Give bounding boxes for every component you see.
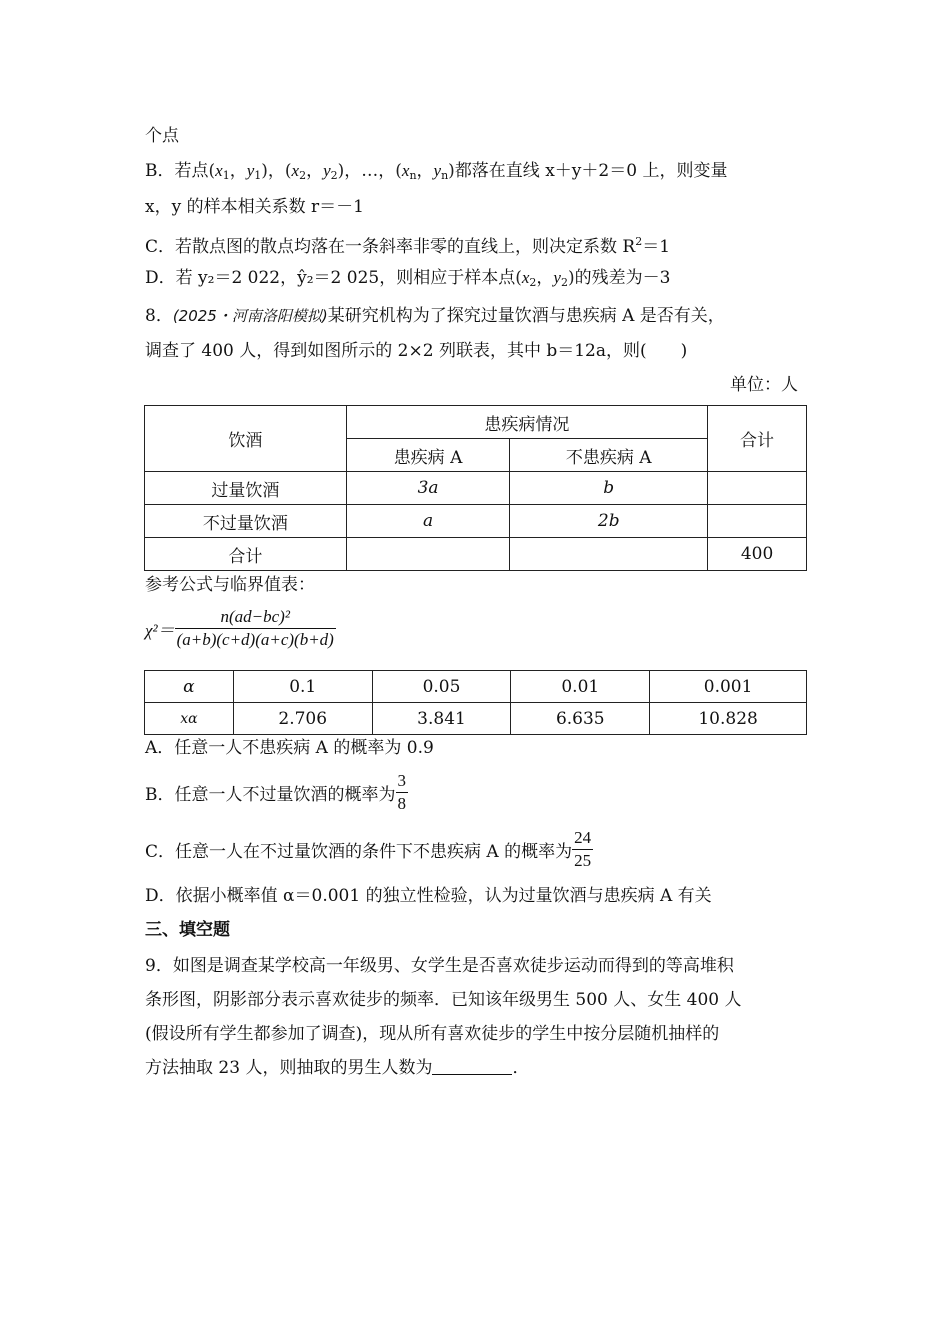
option-c-text: C．任意一人在不过量饮酒的条件下不患疾病 A 的概率为: [145, 842, 573, 862]
chi-square-formula: [145, 606, 336, 651]
option-b-line2: x，y 的样本相关系数 r＝－1: [145, 197, 364, 217]
cell-not-sick: 2b: [510, 505, 708, 538]
option-c-prefix: C．若散点图的散点均落在一条斜率非零的直线上，则决定系数 R: [145, 237, 636, 257]
formula-numerator: n(ad−bc)²: [220, 607, 290, 626]
cell-not-sick: b: [510, 472, 708, 505]
option-c-fraction: [572, 827, 593, 872]
cell-not-sick: [510, 538, 708, 571]
formula-denominator: (a+b)(c+d)(a+c)(b+d): [176, 630, 334, 649]
header-disease-status: 患疾病情况: [346, 406, 707, 439]
table-row: [145, 472, 807, 505]
answer-blank[interactable]: [432, 1056, 512, 1075]
option-b: [145, 770, 408, 815]
question-8-line1: [145, 304, 725, 328]
alpha-value: 0.01: [511, 671, 650, 703]
option-b-line1: B．若点($x_1$，$y_1$)，($x_2$，$y_2$)，…，($x_n$，$y_n$)都落在直线 x＋y＋2＝0 上，则变量: [145, 161, 728, 182]
critical-value: 10.828: [650, 703, 807, 735]
option-b-fraction: [396, 770, 409, 815]
alpha-value: 0.05: [372, 671, 511, 703]
formula-lhs: χ²＝: [145, 621, 175, 640]
row-label: 合计: [145, 538, 347, 571]
header-total: 合计: [708, 406, 807, 472]
critical-value: 3.841: [372, 703, 511, 735]
fraction-denominator: 25: [574, 851, 592, 870]
section-heading: 三、填空题: [145, 920, 230, 940]
cell-total: 400: [708, 538, 807, 571]
question-9-line1: 9．如图是调查某学校高一年级男、女学生是否喜欢徒步运动而得到的等高堆积: [145, 956, 734, 976]
alpha-label: α: [145, 671, 234, 703]
alpha-value: 0.001: [650, 671, 807, 703]
question-9-line4: [145, 1056, 529, 1080]
option-c: [145, 827, 593, 872]
option-b-suffix: 都落在直线 x＋y＋2＝0 上，则变量: [454, 161, 728, 181]
cell-sick: a: [346, 505, 510, 538]
cell-total: [708, 472, 807, 505]
x-alpha-label: xα: [145, 703, 234, 735]
continuation-text: 个点: [145, 126, 179, 146]
header-not-sick: 不患疾病 A: [510, 439, 708, 472]
option-b-text: B．任意一人不过量饮酒的概率为: [145, 785, 396, 805]
option-d: D．依据小概率值 α＝0.001 的独立性检验，认为过量饮酒与患疾病 A 有关: [145, 886, 712, 906]
alpha-value: 0.1: [233, 671, 372, 703]
row-label: 不过量饮酒: [145, 505, 347, 538]
header-sick: 患疾病 A: [346, 439, 510, 472]
cell-total: [708, 505, 807, 538]
question-8-text1: 某研究机构为了探究过量饮酒与患疾病 A 是否有关，: [327, 306, 725, 326]
cell-sick: 3a: [346, 472, 510, 505]
option-d-suffix: 的残差为－3: [574, 268, 671, 288]
table-row: [145, 505, 807, 538]
option-d-line: D．若 y₂＝2 022，ŷ₂＝2 025，则相应于样本点($x_2$，$y_2$)的残差为－3: [145, 268, 671, 289]
option-c-line: C．若散点图的散点均落在一条斜率非零的直线上，则决定系数 $R^2=1$: [145, 235, 671, 257]
fraction-denominator: 8: [397, 794, 406, 813]
table-row: [145, 703, 807, 735]
question-9-line3: (假设所有学生都参加了调查)，现从所有喜欢徒步的学生中按分层随机抽样的: [145, 1024, 720, 1044]
question-9-text: 方法抽取 23 人，则抽取的男生人数为: [145, 1058, 433, 1078]
critical-value: 2.706: [233, 703, 372, 735]
reference-label: 参考公式与临界值表：: [145, 575, 315, 595]
table-row: [145, 538, 807, 571]
row-label: 过量饮酒: [145, 472, 347, 505]
question-8-source: (2025・河南洛阳模拟): [172, 307, 328, 325]
critical-value: 6.635: [511, 703, 650, 735]
question-9-end: ．: [512, 1058, 530, 1078]
fraction-numerator: 3: [397, 771, 406, 790]
formula-fraction: [175, 606, 336, 651]
option-c-suffix: ＝1: [642, 237, 671, 257]
cell-sick: [346, 538, 510, 571]
question-8-line2: 调查了 400 人，得到如图所示的 2×2 列联表，其中 b＝12a，则( ): [145, 341, 688, 361]
header-drinking: 饮酒: [145, 406, 347, 472]
fraction-numerator: 24: [574, 828, 592, 847]
option-b-prefix: B．若点: [145, 161, 209, 181]
option-d-prefix: D．若 y₂＝2 022，ŷ₂＝2 025，则相应于样本点: [145, 268, 516, 288]
table-row: [145, 671, 807, 703]
table-unit: 单位：人: [730, 375, 798, 395]
question-9-line2: 条形图，阴影部分表示喜欢徒步的频率．已知该年级男生 500 人、女生 400 人: [145, 990, 742, 1010]
contingency-table: [144, 405, 807, 571]
critical-value-table: [144, 670, 807, 735]
option-a: A．任意一人不患疾病 A 的概率为 0.9: [145, 738, 434, 758]
question-8-number: 8．: [145, 306, 173, 326]
